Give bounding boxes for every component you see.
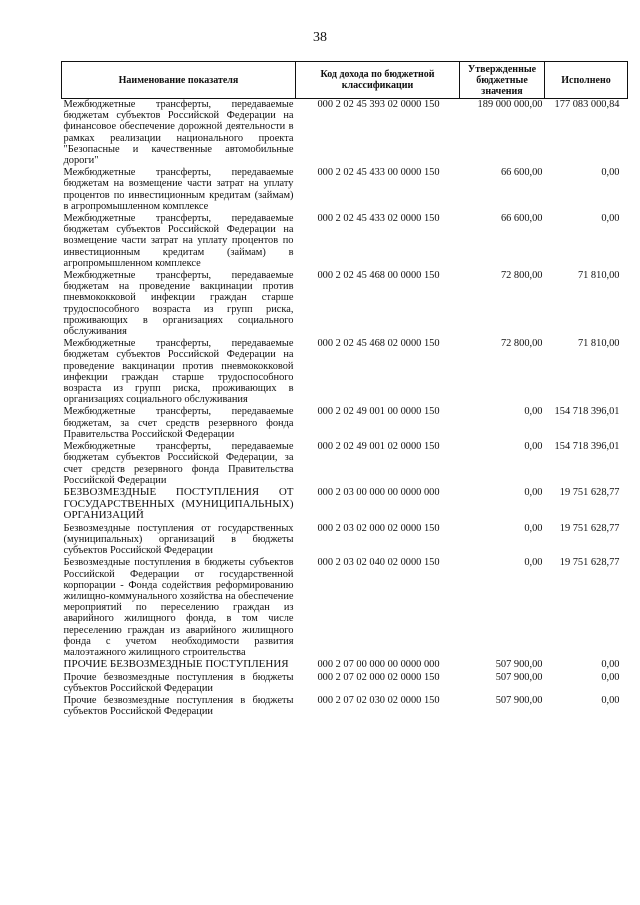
header-executed: Исполнено xyxy=(545,62,628,99)
executed-value: 0,00 xyxy=(601,695,620,707)
income-code: 000 2 02 45 433 00 0000 150 xyxy=(317,167,440,179)
executed-value: 0,00 xyxy=(601,167,620,179)
budget-table-wrapper xyxy=(61,61,627,719)
approved-value: 507 900,00 xyxy=(495,659,543,671)
approved-value: 0,00 xyxy=(524,441,543,453)
table-row xyxy=(62,338,628,406)
page-number: 38 xyxy=(313,30,327,45)
approved-value: 507 900,00 xyxy=(495,695,543,707)
table-row xyxy=(62,213,628,270)
table-row xyxy=(62,99,628,168)
header-code: Код дохода по бюджетной классификации xyxy=(296,62,460,99)
income-code: 000 2 07 00 000 00 0000 000 xyxy=(317,659,440,671)
approved-value: 66 600,00 xyxy=(500,167,543,179)
approved-value: 189 000 000,00 xyxy=(477,99,543,110)
income-code: 000 2 02 45 433 02 0000 150 xyxy=(317,213,440,225)
executed-value: 19 751 628,77 xyxy=(559,557,620,569)
approved-value: 0,00 xyxy=(524,406,543,418)
table-row xyxy=(62,441,628,487)
executed-value: 154 718 396,01 xyxy=(554,406,620,418)
indicator-name: Межбюджетные трансферты, передаваемые бюджетам на возмещение части затрат на уплату процентов по инвестиционным кредитам (займам) в агропромышленном комплексе xyxy=(63,167,294,212)
table-row xyxy=(62,672,628,695)
income-code: 000 2 03 00 000 00 0000 000 xyxy=(317,486,440,498)
approved-value: 0,00 xyxy=(524,522,543,534)
table-row xyxy=(62,406,628,441)
table-row xyxy=(62,487,628,523)
income-code: 000 2 07 02 000 02 0000 150 xyxy=(317,671,440,683)
table-row xyxy=(62,659,628,672)
table-row xyxy=(62,270,628,338)
executed-value: 19 751 628,77 xyxy=(559,522,620,534)
executed-value: 0,00 xyxy=(601,659,620,671)
indicator-name: Безвозмездные поступления от государственных (муниципальных) организаций в бюджеты субъектов Российской Федерации xyxy=(63,522,294,557)
indicator-name: Межбюджетные трансферты, передаваемые бюджетам субъектов Российской Федерации на возмещение части затрат на уплату процентов по инвестиционным кредитам (займам) в агропромышленном комплексе xyxy=(63,213,294,269)
approved-value: 66 600,00 xyxy=(500,213,543,225)
executed-value: 0,00 xyxy=(601,671,620,683)
executed-value: 177 083 000,84 xyxy=(554,99,620,110)
income-code: 000 2 07 02 030 02 0000 150 xyxy=(317,695,440,707)
income-code: 000 2 03 02 040 02 0000 150 xyxy=(317,557,440,569)
approved-value: 0,00 xyxy=(524,557,543,569)
header-approved: Утвержденные бюджетные значения xyxy=(460,62,545,99)
approved-value: 72 800,00 xyxy=(500,338,543,350)
indicator-name: Межбюджетные трансферты, передаваемые бюджетам субъектов Российской Федерации на проведение вакцинации против пневмококковой инфекции граждан старше трудоспособного возраста из групп риска, проживающих в организациях социального обслуживания xyxy=(63,338,294,406)
budget-table xyxy=(61,61,628,719)
indicator-name: Прочие безвозмездные поступления в бюджеты субъектов Российской Федерации xyxy=(63,671,294,694)
approved-value: 507 900,00 xyxy=(495,671,543,683)
table-body xyxy=(62,99,628,719)
indicator-name: Межбюджетные трансферты, передаваемые бюджетам субъектов Российской Федерации, за счет средств резервного фонда Правительства Российской Федерации xyxy=(63,441,294,486)
executed-value: 0,00 xyxy=(601,213,620,225)
table-row xyxy=(62,695,628,718)
executed-value: 71 810,00 xyxy=(577,338,620,350)
table-header xyxy=(62,62,628,99)
indicator-name: Межбюджетные трансферты, передаваемые бюджетам на проведение вакцинации против пневмококковой инфекции граждан старше трудоспособного возраста из групп риска, проживающих в организациях социального обслуживания xyxy=(63,270,294,338)
executed-value: 154 718 396,01 xyxy=(554,441,620,453)
indicator-name: ПРОЧИЕ БЕЗВОЗМЕЗДНЫЕ ПОСТУПЛЕНИЯ xyxy=(63,658,289,671)
income-code: 000 2 03 02 000 02 0000 150 xyxy=(317,522,440,534)
approved-value: 0,00 xyxy=(524,486,543,498)
executed-value: 71 810,00 xyxy=(577,270,620,282)
indicator-name: Прочие безвозмездные поступления в бюджеты субъектов Российской Федерации xyxy=(63,695,294,718)
executed-value: 19 751 628,77 xyxy=(559,486,620,498)
indicator-name: Межбюджетные трансферты, передаваемые бюджетам, за счет средств резервного фонда Правительства Российской Федерации xyxy=(63,406,294,440)
table-row xyxy=(62,167,628,213)
indicator-name: Безвозмездные поступления в бюджеты субъектов Российской Федерации от государственной корпорации - Фонда содействия реформированию жилищно-коммунального хозяйства на обеспечение мероприятий по переселению граждан из аварийного жилищного фонда, в том числе переселению граждан из аварийного жилищного фонда с учетом необходимости развития малоэтажного жилищного строительства xyxy=(63,557,294,658)
income-code: 000 2 02 45 468 02 0000 150 xyxy=(317,338,440,350)
indicator-name: БЕЗВОЗМЕЗДНЫЕ ПОСТУПЛЕНИЯ ОТ ГОСУДАРСТВЕННЫХ (МУНИЦИПАЛЬНЫХ) ОРГАНИЗАЦИЙ xyxy=(63,485,294,522)
table-row xyxy=(62,523,628,558)
income-code: 000 2 02 49 001 00 0000 150 xyxy=(317,406,440,418)
approved-value: 72 800,00 xyxy=(500,270,543,282)
indicator-name: Межбюджетные трансферты, передаваемые бюджетам субъектов Российской Федерации на финансовое обеспечение дорожной деятельности в рамках реализации национального проекта "Безопасные и качественные автомобильные дороги" xyxy=(63,99,294,167)
income-code: 000 2 02 45 468 00 0000 150 xyxy=(317,270,440,282)
header-name: Наименование показателя xyxy=(62,62,296,99)
table-row xyxy=(62,557,628,659)
income-code: 000 2 02 45 393 02 0000 150 xyxy=(317,99,440,110)
income-code: 000 2 02 49 001 02 0000 150 xyxy=(317,441,440,453)
header-row xyxy=(62,62,628,99)
